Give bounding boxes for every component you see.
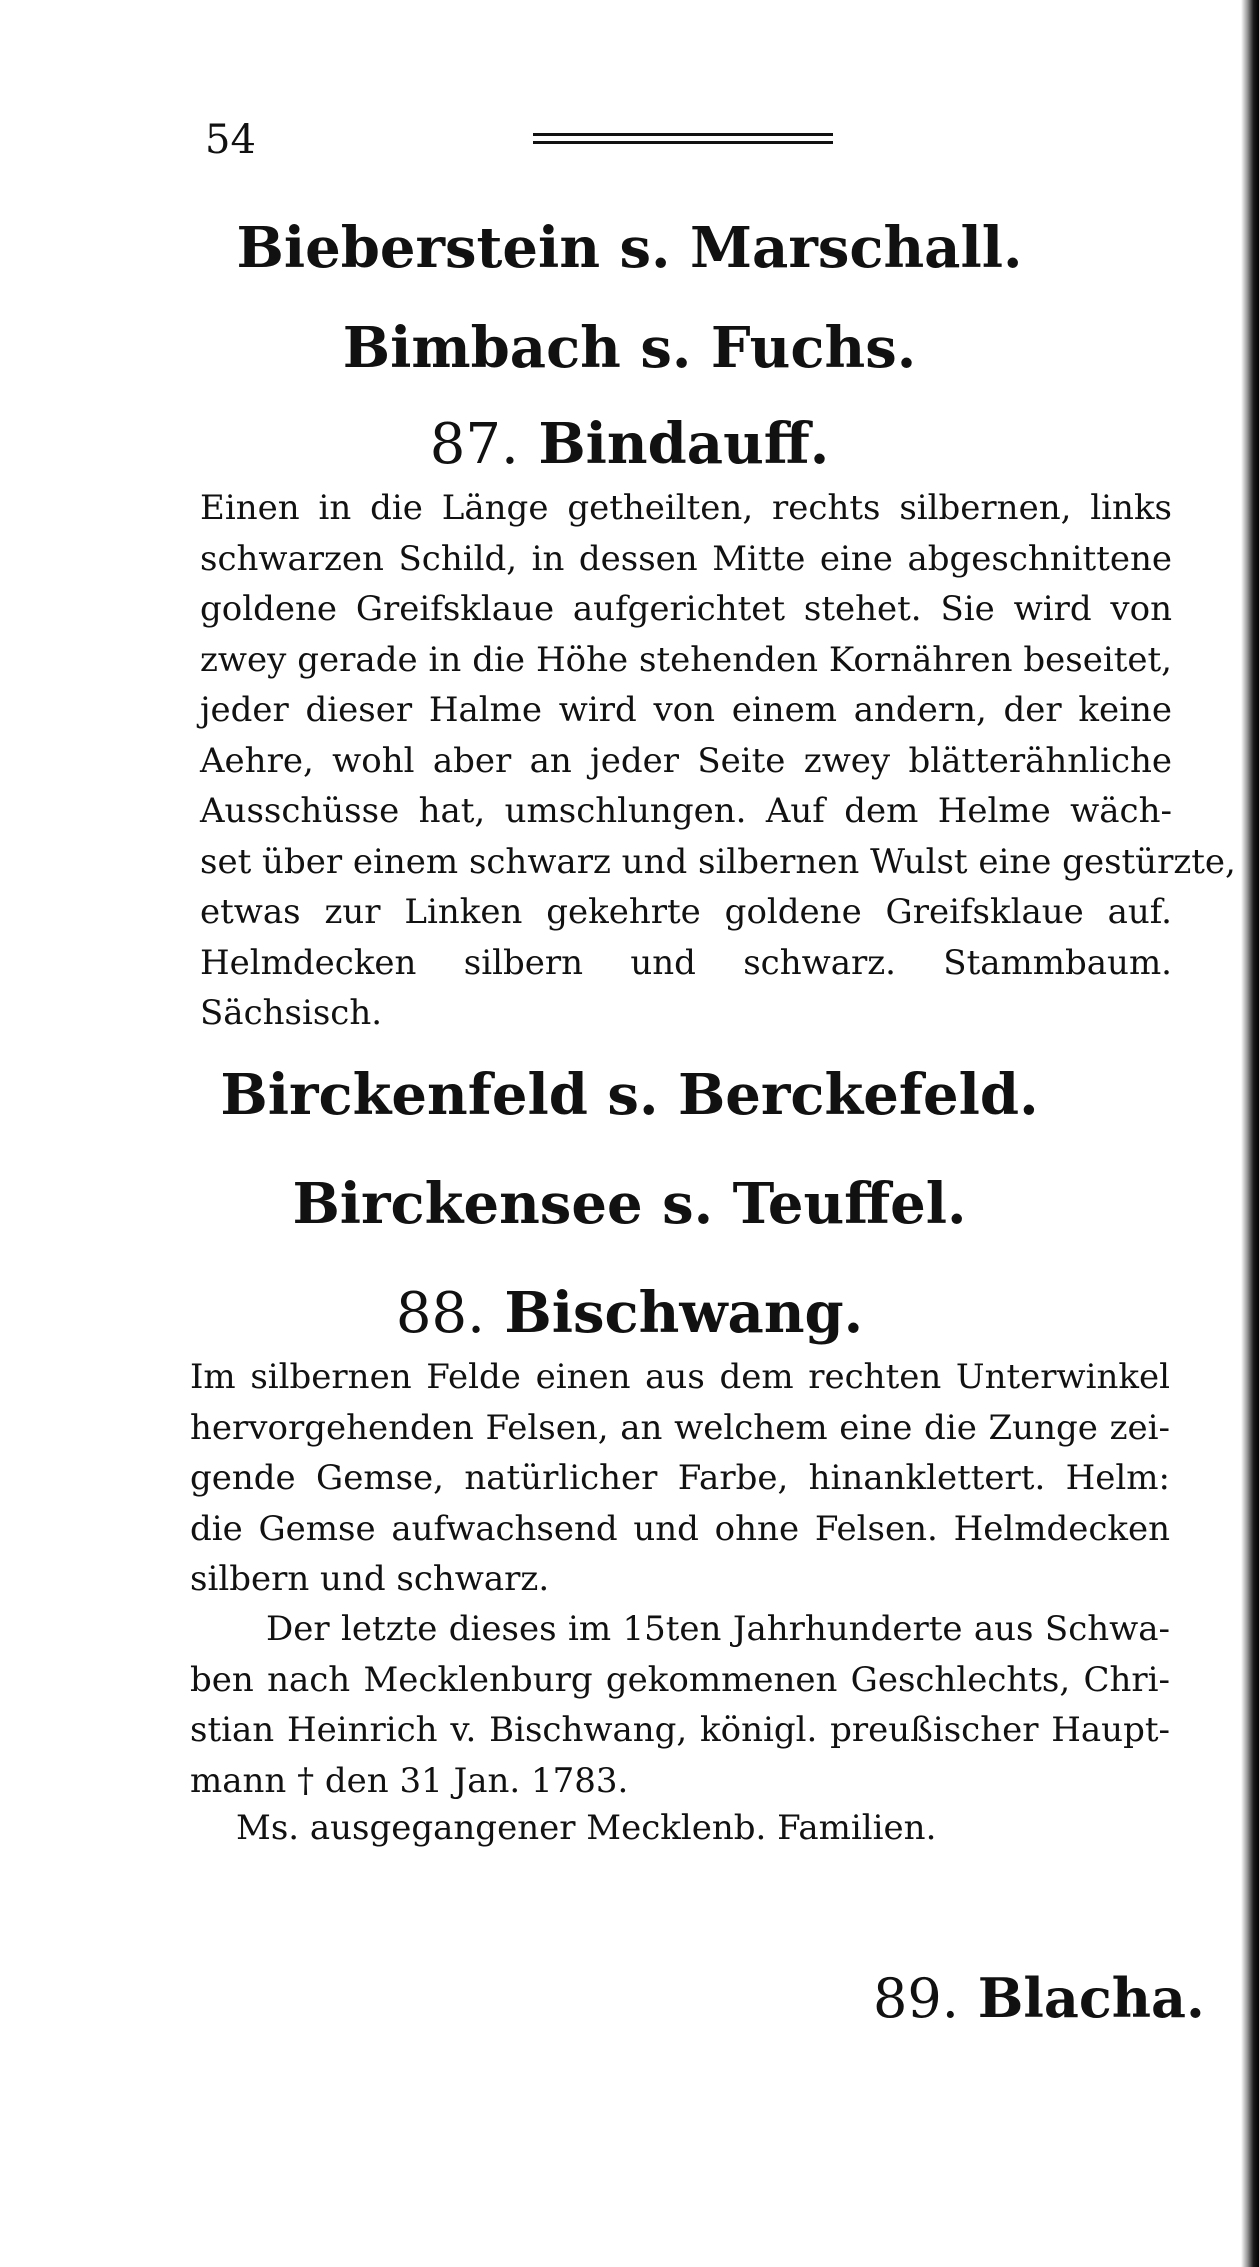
entry-heading-bindauff — [0, 411, 1259, 477]
entry-name: Bischwang. — [504, 1280, 864, 1346]
entry-body-bischwang — [190, 1352, 1170, 1605]
cross-reference-birckenfeld: Birckenfeld s. Berckefeld. — [220, 1062, 1039, 1128]
cross-reference-bieberstein: Bieberstein s. Marschall. — [236, 215, 1023, 281]
source-citation: Ms. ausgegangener Mecklenb. Familien. — [236, 1808, 937, 1848]
entry-heading-bischwang — [0, 1280, 1259, 1346]
entry-number: 88. — [395, 1281, 485, 1346]
entry-name: Bindauff. — [538, 411, 830, 477]
text-line: etwas zur Linken gekehrte goldene Greifsklaue auf. — [200, 892, 1172, 932]
text-line: schwarzen Schild, in dessen Mitte eine abgeschnittene — [200, 538, 1172, 579]
text-line: Aehre, wohl aber an jeder Seite zwey blätterähnliche — [200, 740, 1172, 781]
cross-reference-bimbach: Bimbach s. Fuchs. — [342, 315, 917, 381]
text-line: Der letzte dieses im 15ten Jahrhunderte aus Schwa- — [266, 1609, 1170, 1649]
text-line: gende Gemse, natürlicher Farbe, hinanklettert. Helm: — [190, 1458, 1170, 1498]
text-line: die Gemse aufwachsend und ohne Felsen. Helmdecken — [190, 1508, 1170, 1549]
entry-body-bindauff — [200, 483, 1236, 1039]
text-line: zwey gerade in die Höhe stehenden Kornähren beseitet, — [200, 639, 1172, 680]
catchword-number: 89. — [873, 1967, 959, 2030]
catchword — [873, 1966, 1205, 2030]
text-line: silbern und schwarz. — [190, 1559, 550, 1599]
entry-note-bischwang — [190, 1604, 1170, 1806]
text-line: Im silbernen Felde einen aus dem rechten Unterwinkel — [190, 1357, 1170, 1397]
header-ornament-rule — [533, 133, 833, 149]
text-line: Ausschüsse hat, umschlungen. Auf dem Helme wäch- — [200, 791, 1172, 831]
text-line: ben nach Mecklenburg gekommenen Geschlechts, Chri- — [190, 1659, 1170, 1700]
catchword-name: Blacha. — [977, 1966, 1205, 2030]
text-line: goldene Greifsklaue aufgerichtet stehet. Sie wird von — [200, 589, 1172, 629]
text-line: set über einem schwarz und silbernen Wulst eine gestürzte, — [200, 841, 1236, 882]
text-line: Helmdecken silbern und schwarz. Stammbaum. — [200, 942, 1172, 983]
cross-reference-birckensee: Birckensee s. Teuffel. — [292, 1171, 967, 1237]
text-line: jeder dieser Halme wird von einem andern, der keine — [200, 690, 1172, 730]
text-line: mann † den 31 Jan. 1783. — [190, 1760, 629, 1801]
text-line: Sächsisch. — [200, 993, 383, 1033]
page-number: 54 — [205, 117, 256, 163]
text-line: Einen in die Länge getheilten, rechts silbernen, links — [200, 488, 1172, 528]
text-line: stian Heinrich v. Bischwang, königl. preußischer Haupt- — [190, 1710, 1170, 1750]
entry-number: 87. — [429, 412, 519, 477]
text-line: hervorgehenden Felsen, an welchem eine die Zunge zei- — [190, 1407, 1170, 1448]
